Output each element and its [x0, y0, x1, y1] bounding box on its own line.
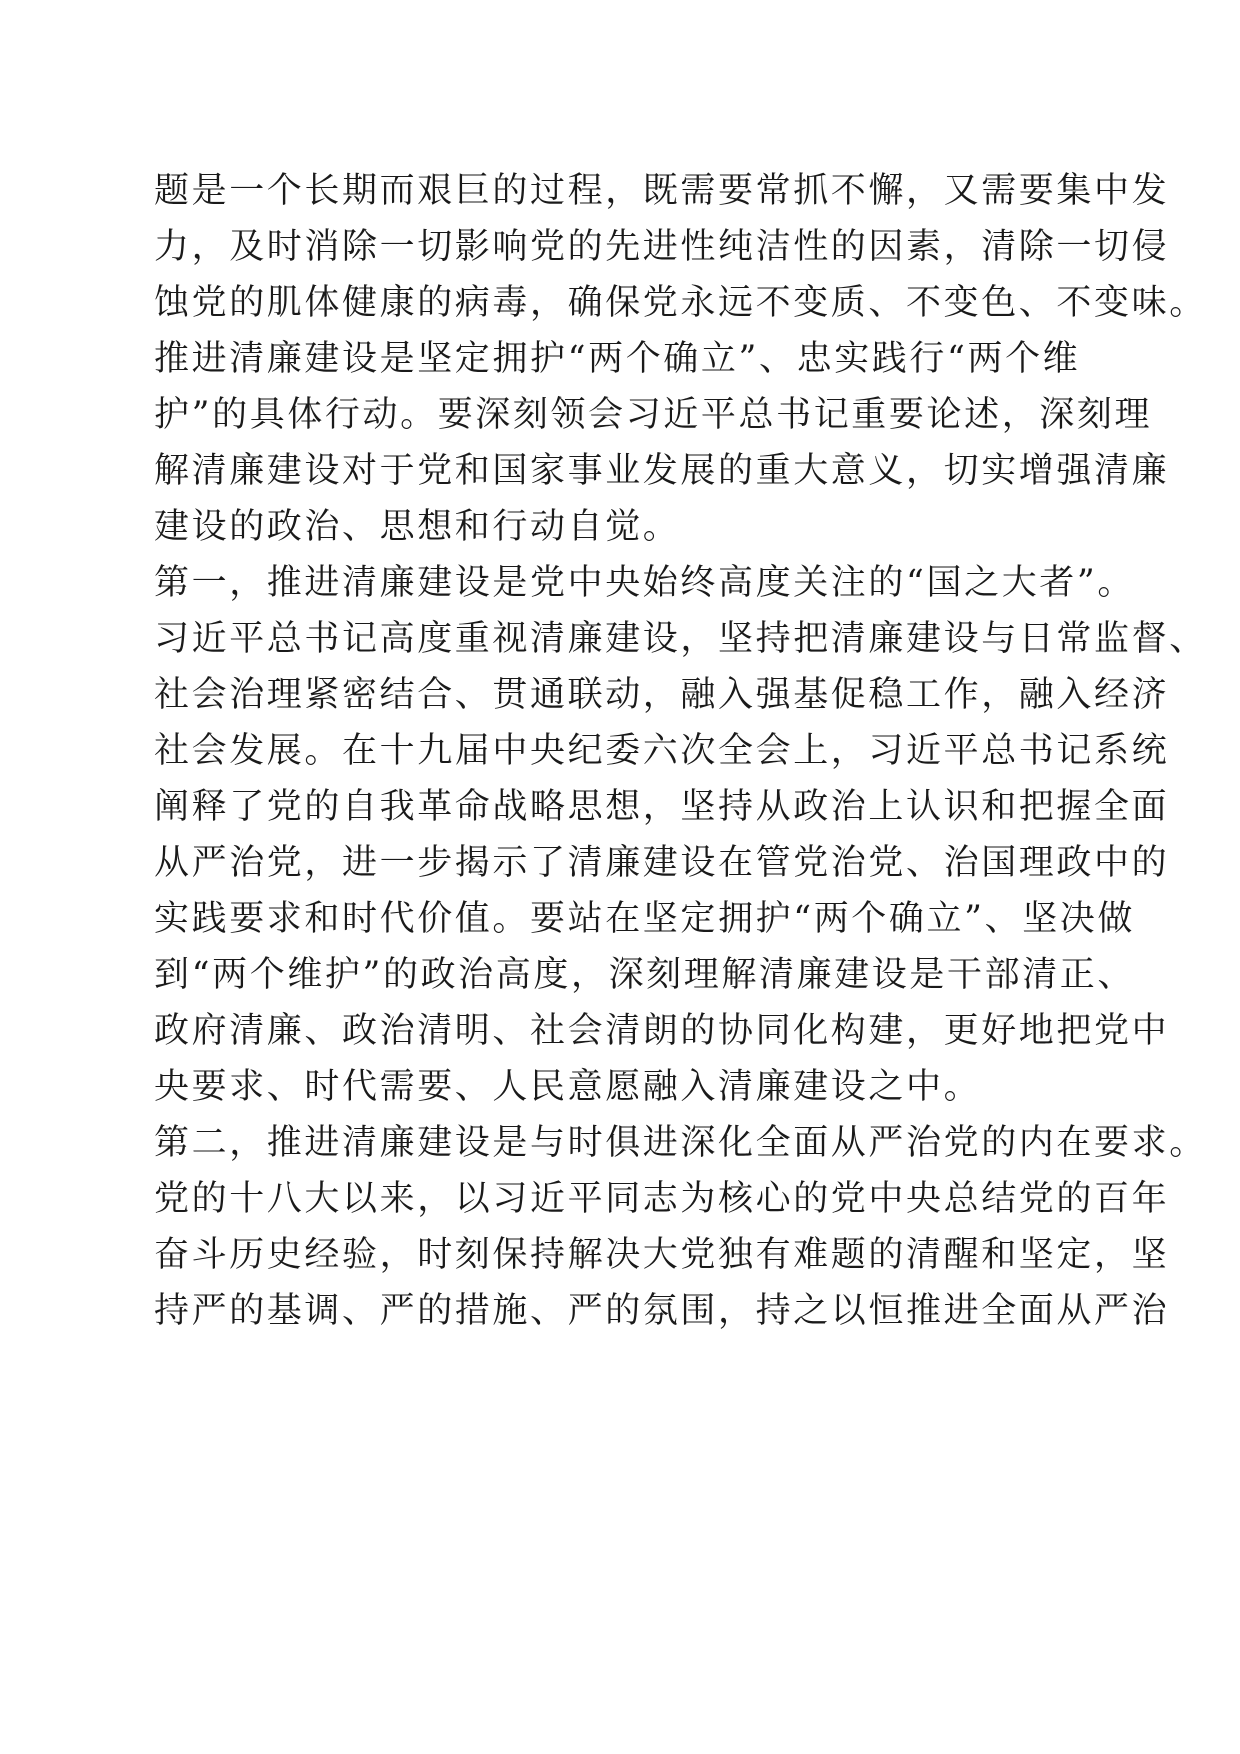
text-line: 蚀党的肌体健康的病毒，确保党永远不变质、不变色、不变味。	[154, 283, 1207, 323]
text-line: 第二，推进清廉建设是与时俱进深化全面从严治党的内在要求。	[154, 1123, 1207, 1163]
text-line: 到“两个维护”的政治高度，深刻理解清廉建设是干部清正、	[154, 955, 1135, 995]
text-line: 央要求、时代需要、人民意愿融入清廉建设之中。	[154, 1067, 982, 1107]
text-line: 持严的基调、严的措施、严的氛围，持之以恒推进全面从严治	[154, 1291, 1170, 1331]
text-line: 奋斗历史经验，时刻保持解决大党独有难题的清醒和坚定，坚	[154, 1235, 1170, 1275]
text-line: 实践要求和时代价值。要站在坚定拥护“两个确立”、坚决做	[154, 899, 1135, 939]
text-line: 力，及时消除一切影响党的先进性纯洁性的因素，清除一切侵	[154, 227, 1170, 267]
text-line: 习近平总书记高度重视清廉建设，坚持把清廉建设与日常监督、	[154, 619, 1207, 659]
text-line: 护”的具体行动。要深刻领会习近平总书记重要论述，深刻理	[154, 395, 1153, 435]
text-line: 第一，推进清廉建设是党中央始终高度关注的“国之大者”。	[154, 563, 1135, 603]
text-line: 推进清廉建设是坚定拥护“两个确立”、忠实践行“两个维	[154, 339, 1081, 379]
text-line: 题是一个长期而艰巨的过程，既需要常抓不懈，又需要集中发	[154, 171, 1170, 211]
text-line: 阐释了党的自我革命战略思想，坚持从政治上认识和把握全面	[154, 787, 1170, 827]
text-line: 建设的政治、思想和行动自觉。	[154, 507, 681, 547]
text-line: 党的十八大以来，以习近平同志为核心的党中央总结党的百年	[154, 1179, 1170, 1219]
text-line: 解清廉建设对于党和国家事业发展的重大意义，切实增强清廉	[154, 451, 1170, 491]
text-line: 从严治党，进一步揭示了清廉建设在管党治党、治国理政中的	[154, 843, 1170, 883]
text-line: 社会发展。在十九届中央纪委六次全会上，习近平总书记系统	[154, 731, 1170, 771]
text-line: 政府清廉、政治清明、社会清朗的协同化构建，更好地把党中	[154, 1011, 1170, 1051]
text-line: 社会治理紧密结合、贯通联动，融入强基促稳工作，融入经济	[154, 675, 1170, 715]
